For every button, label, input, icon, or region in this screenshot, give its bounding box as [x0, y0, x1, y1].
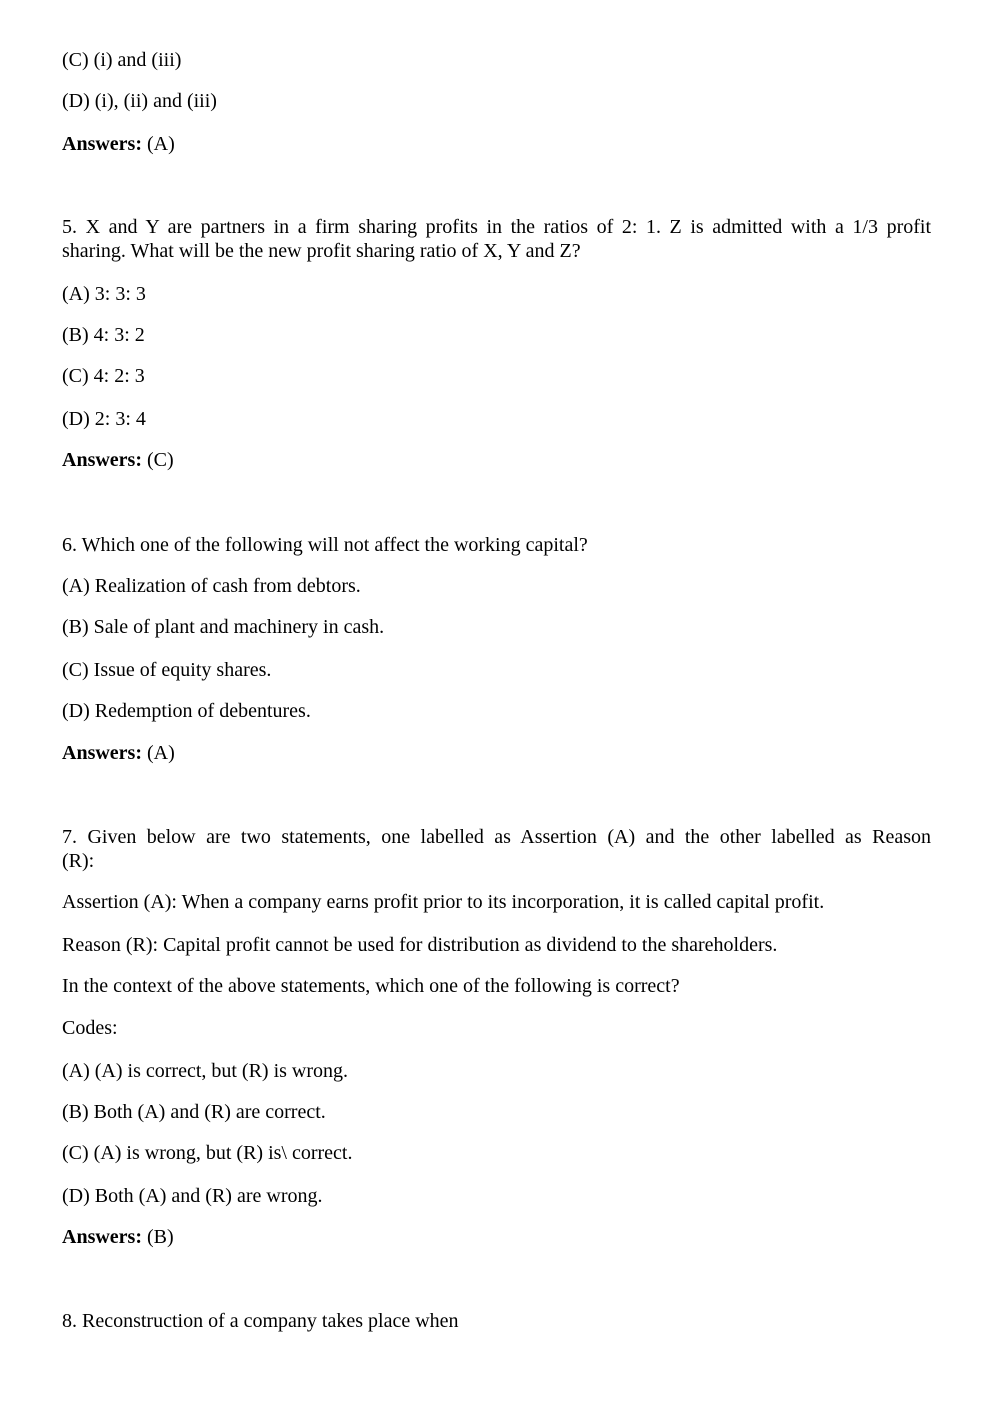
q7-question-line1: 7. Given below are two statements, one labelled as Assertion (A) and the other labelled as Reason: [62, 826, 931, 848]
answer-value: (C): [147, 449, 174, 471]
answer-value: (A): [147, 742, 175, 764]
answer-label: Answers:: [62, 133, 142, 155]
q5-option-b: (B) 4: 3: 2: [62, 324, 145, 346]
q6-option-b: (B) Sale of plant and machinery in cash.: [62, 616, 385, 638]
answer-value: (B): [147, 1226, 174, 1248]
q5-option-d: (D) 2: 3: 4: [62, 408, 146, 430]
answer-label: Answers:: [62, 742, 142, 764]
q7-option-b: (B) Both (A) and (R) are correct.: [62, 1101, 326, 1123]
q4-answer: [62, 132, 175, 156]
q6-question: 6. Which one of the following will not affect the working capital?: [62, 534, 588, 556]
q8-question: 8. Reconstruction of a company takes place when: [62, 1310, 459, 1332]
q6-option-d: (D) Redemption of debentures.: [62, 700, 311, 722]
q5-question-line1: 5. X and Y are partners in a firm sharing profits in the ratios of 2: 1. Z is admitted with a 1/3 profit: [62, 216, 931, 238]
answer-value: (A): [147, 133, 175, 155]
q5-option-a: (A) 3: 3: 3: [62, 283, 146, 305]
q6-answer: [62, 741, 175, 765]
q5-question-line2: sharing. What will be the new profit sharing ratio of X, Y and Z?: [62, 240, 581, 262]
q7-option-d: (D) Both (A) and (R) are wrong.: [62, 1185, 323, 1207]
q4-option-d: (D) (i), (ii) and (iii): [62, 90, 217, 112]
answer-label: Answers:: [62, 449, 142, 471]
q7-answer: [62, 1225, 174, 1249]
q7-question-line2: (R):: [62, 850, 95, 872]
q7-reason: Reason (R): Capital profit cannot be used for distribution as dividend to the shareholders.: [62, 934, 778, 956]
q7-option-c: (C) (A) is wrong, but (R) is\ correct.: [62, 1142, 353, 1164]
q5-answer: [62, 448, 174, 472]
q7-option-a: (A) (A) is correct, but (R) is wrong.: [62, 1060, 349, 1082]
q6-option-c: (C) Issue of equity shares.: [62, 659, 272, 681]
q7-codes: Codes:: [62, 1017, 118, 1039]
q7-context: In the context of the above statements, which one of the following is correct?: [62, 975, 680, 997]
q7-assertion: Assertion (A): When a company earns profit prior to its incorporation, it is called capital profit.: [62, 891, 825, 913]
q4-option-c: (C) (i) and (iii): [62, 49, 182, 71]
q6-option-a: (A) Realization of cash from debtors.: [62, 575, 361, 597]
q5-option-c: (C) 4: 2: 3: [62, 365, 145, 387]
answer-label: Answers:: [62, 1226, 142, 1248]
